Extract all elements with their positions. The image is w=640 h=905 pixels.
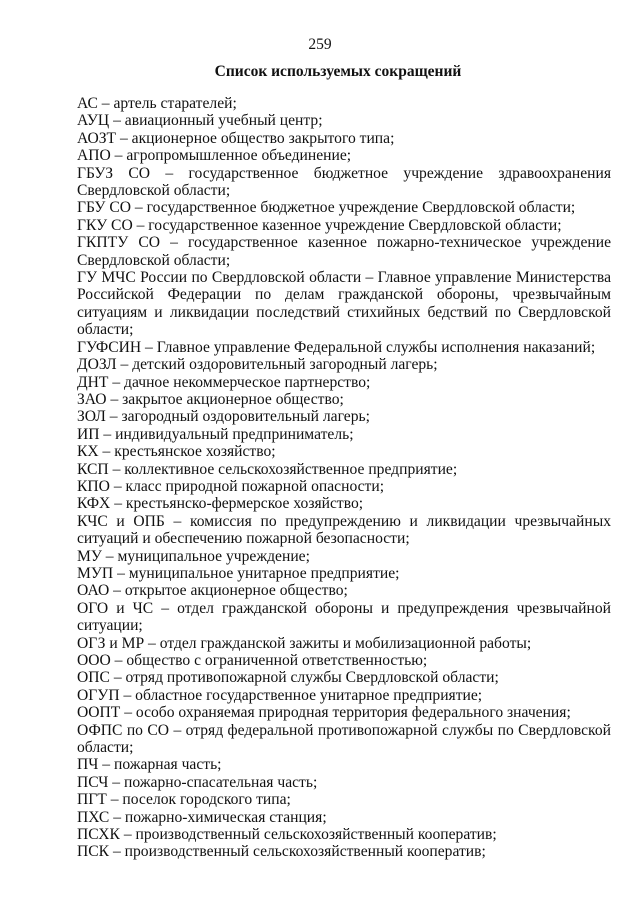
abbreviation-item: КСП – коллективное сельскохозяйственное предприятие; xyxy=(77,460,458,478)
page-number: 259 xyxy=(308,36,332,53)
abbreviation-item: КФХ – крестьянско-фермерское хозяйство; xyxy=(77,495,364,513)
abbreviation-item: ГБУ СО – государственное бюджетное учреждение Свердловской области; xyxy=(77,199,576,217)
abbreviation-item: ГБУЗ СО – государственное бюджетное учреждение здравоохранения Свердловской области; xyxy=(77,164,611,200)
abbreviation-item: ДОЗЛ – детский оздоровительный загородный лагерь; xyxy=(77,356,438,374)
abbreviation-item: ГКПТУ СО – государственное казенное пожарно-техническое учреждение Свердловской области; xyxy=(77,234,611,269)
abbreviation-list xyxy=(77,95,611,861)
abbreviation-item: ООПТ – особо охраняемая природная территория федерального значения; xyxy=(77,704,571,722)
abbreviation-item: ПГТ – поселок городского типа; xyxy=(77,791,291,809)
abbreviation-item: ОФПС по СО – отряд федеральной противопожарной службы по Свердловской области; xyxy=(77,721,611,757)
abbreviation-item: ПСЧ – пожарно-спасательная часть; xyxy=(77,773,318,791)
abbreviation-item: АУЦ – авиационный учебный центр; xyxy=(77,112,323,130)
abbreviation-item: ДНТ – дачное некоммерческое партнерство; xyxy=(77,373,371,391)
abbreviation-item: КЧС и ОПБ – комиссия по предупреждению и ликвидации чрезвычайных ситуаций и обеспечению пожарной безопасности; xyxy=(77,512,611,548)
abbreviation-item: ПХС – пожарно-химическая станция; xyxy=(77,808,327,826)
abbreviation-item: ОПС – отряд противопожарной службы Свердловской области; xyxy=(77,669,499,687)
abbreviation-item: ОГО и ЧС – отдел гражданской обороны и предупреждения чрезвычайной ситуации; xyxy=(77,599,611,635)
abbreviation-item: ПЧ – пожарная часть; xyxy=(77,756,222,774)
abbreviation-item: ЗАО – закрытое акционерное общество; xyxy=(77,390,344,408)
abbreviation-item: ПСХК – производственный сельскохозяйственный кооператив; xyxy=(77,826,497,844)
abbreviation-item: ОГУП – областное государственное унитарное предприятие; xyxy=(77,686,483,704)
abbreviation-item: ОАО – открытое акционерное общество; xyxy=(77,582,348,600)
abbreviation-item: ОГЗ и МР – отдел гражданской зажиты и мобилизационной работы; xyxy=(77,634,532,652)
abbreviation-item: КХ – крестьянское хозяйство; xyxy=(77,443,276,461)
page-title: Список используемых сокращений xyxy=(214,63,462,80)
abbreviation-item: АС – артель старателей; xyxy=(77,95,237,112)
abbreviation-item: КПО – класс природной пожарной опасности; xyxy=(77,477,385,495)
abbreviation-item: МУ – муниципальное учреждение; xyxy=(77,547,310,565)
abbreviation-item: МУП – муниципальное унитарное предприятие; xyxy=(77,564,400,582)
abbreviation-item: ООО – общество с ограниченной ответственностью; xyxy=(77,652,428,669)
abbreviation-item: ПСК – производственный сельскохозяйственный кооператив; xyxy=(77,843,486,861)
abbreviation-item: ЗОЛ – загородный оздоровительный лагерь; xyxy=(77,408,370,426)
abbreviation-item: АПО – агропромышленное объединение; xyxy=(77,147,352,165)
abbreviation-item: ГУФСИН – Главное управление Федеральной службы исполнения наказаний; xyxy=(77,338,596,356)
abbreviation-item: АОЗТ – акционерное общество закрытого типа; xyxy=(77,129,395,147)
abbreviation-item: ГУ МЧС России по Свердловской области – Главное управление Министерства Российской Федерации по делам гражданской обороны, чрезвычайным ситуациям и ликвидации последствий стихийных бедствий по Свердловской области; xyxy=(77,269,611,339)
abbreviation-item: ИП – индивидуальный предприниматель; xyxy=(77,425,354,443)
abbreviation-item: ГКУ СО – государственное казенное учреждение Свердловской области; xyxy=(77,216,562,234)
